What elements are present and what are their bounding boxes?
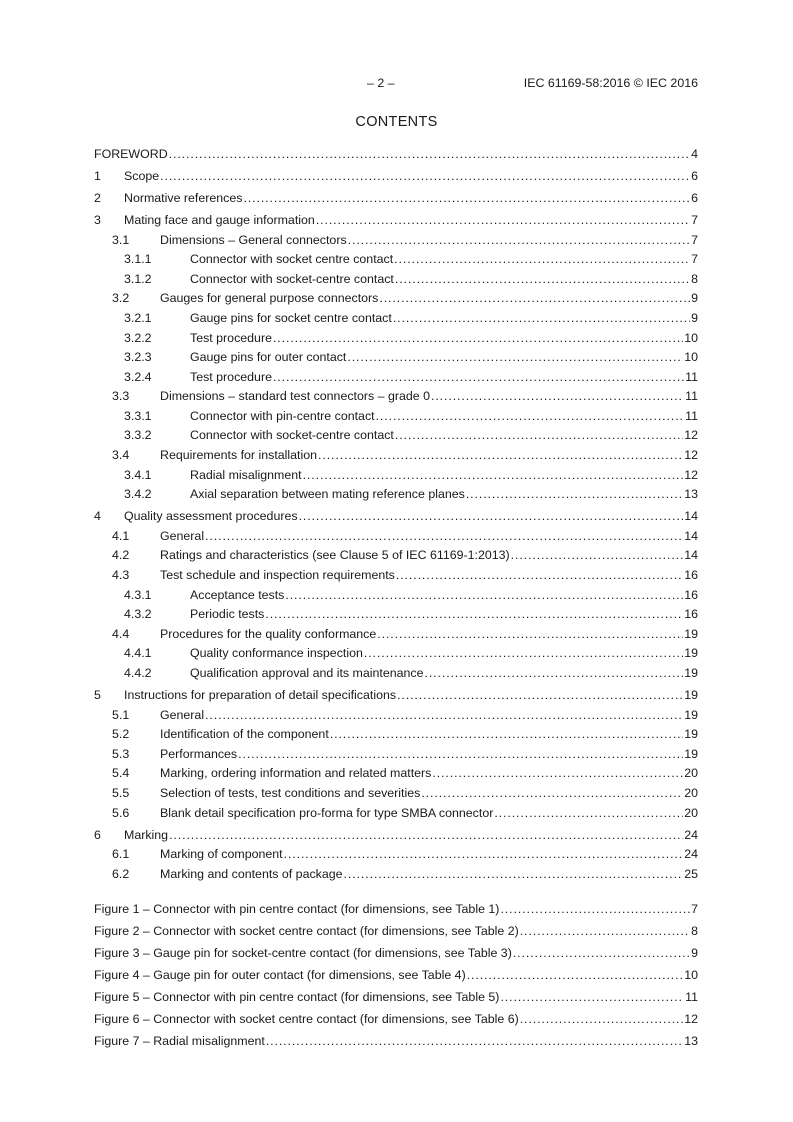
list-of-figures (94, 898, 698, 1052)
toc-entry-title: Mating face and gauge information (124, 212, 315, 227)
toc-entry-page: 7 (691, 252, 698, 267)
toc-entry-title: Test schedule and inspection requirements (160, 568, 395, 583)
toc-entry[interactable] (94, 686, 698, 706)
toc-entry-title: Scope (124, 168, 160, 183)
toc-entry-page: 12 (684, 467, 698, 482)
toc-entry-title: Selection of tests, test conditions and severities (160, 785, 421, 800)
toc-entry-page: 19 (684, 707, 698, 722)
toc-entry-number: 5.6 (112, 805, 130, 820)
dot-leader (285, 586, 683, 606)
toc-entry[interactable] (94, 845, 698, 865)
toc-entry[interactable] (94, 407, 698, 427)
toc-entry-page: 12 (684, 448, 698, 463)
toc-entry-number: 3.3.2 (124, 428, 152, 443)
dot-leader (421, 784, 683, 804)
toc-entry-number: 4.4.2 (124, 666, 152, 680)
dot-leader (500, 986, 684, 1008)
toc-entry-page: 7 (691, 232, 698, 247)
toc-entry-page: 13 (684, 487, 698, 502)
toc-entry-page: 12 (684, 428, 698, 443)
toc-entry-number: 4.4 (112, 626, 130, 641)
figure-entry[interactable] (94, 1008, 698, 1030)
toc-entry-number: 6 (94, 827, 101, 842)
dot-leader (266, 1030, 683, 1052)
dot-leader (303, 466, 684, 486)
toc-entry-number: 3.2 (112, 291, 130, 306)
toc-entry-number: 3.3.1 (124, 408, 152, 423)
toc-entry-number: 3.2.2 (124, 330, 152, 345)
toc-entry-title: General (160, 528, 205, 543)
toc-entry-number: 3.1 (112, 232, 130, 247)
toc-entry-page: 19 (684, 727, 698, 742)
figure-entry-page: 10 (684, 968, 698, 982)
toc-entry-page: 10 (684, 330, 698, 345)
toc-entry-page: 19 (684, 666, 698, 680)
toc-entry-title: Marking of component (160, 847, 283, 862)
toc-entry-number: 3.2.1 (124, 310, 152, 325)
figure-entry-page: 8 (691, 924, 698, 938)
toc-entry-page: 11 (685, 389, 698, 404)
toc-entry-number: 4.2 (112, 548, 130, 563)
dot-leader (520, 1008, 683, 1030)
dot-leader (466, 485, 683, 505)
toc-entry-number: 4 (94, 509, 101, 524)
toc-entry-title: Blank detail specification pro-forma for type SMBA connector (160, 805, 494, 820)
toc-entry-page: 19 (684, 646, 698, 661)
dot-leader (347, 348, 683, 368)
toc-entry[interactable] (94, 329, 698, 349)
figure-entry[interactable] (94, 898, 698, 920)
page-title: CONTENTS (355, 114, 438, 130)
toc-entry-number: 3.4.1 (124, 467, 152, 482)
dot-leader (169, 826, 683, 846)
toc-entry-page: 7 (691, 212, 698, 227)
toc-entry[interactable] (94, 605, 698, 625)
toc-entry-page: 19 (684, 687, 698, 702)
dot-leader (330, 725, 683, 745)
toc-entry-number: 3.3 (112, 389, 130, 404)
figure-entry[interactable] (94, 942, 698, 964)
toc-entry-title: Marking and contents of package (160, 866, 343, 881)
figure-entry[interactable] (94, 986, 698, 1008)
dot-leader (238, 745, 683, 765)
toc-entry[interactable] (94, 826, 698, 846)
dot-leader (348, 231, 690, 251)
figure-entry-page: 13 (684, 1034, 698, 1048)
toc-entry-page: 24 (684, 827, 698, 842)
toc-entry-number: 4.3.2 (124, 607, 152, 622)
dot-leader (273, 368, 684, 388)
dot-leader (205, 527, 683, 547)
toc-entry-number: 3.2.3 (124, 350, 152, 365)
dot-leader (395, 426, 683, 446)
toc-entry[interactable] (94, 270, 698, 290)
toc-entry-number: 1 (94, 168, 101, 183)
toc-entry[interactable] (94, 865, 698, 885)
toc-entry[interactable] (94, 764, 698, 784)
toc-entry-title: Dimensions – General connectors (160, 232, 347, 247)
toc-entry[interactable] (94, 784, 698, 804)
figure-entry-page: 12 (684, 1012, 698, 1026)
figure-entry-title: Figure 4 – Gauge pin for outer contact (for dimensions, see Table 4) (94, 968, 466, 982)
toc-entry-number: 6.1 (112, 847, 130, 862)
toc-entry-title: Marking (124, 827, 169, 842)
dot-leader (299, 507, 684, 527)
toc-entry[interactable] (94, 387, 698, 407)
figure-entry-page: 11 (685, 990, 698, 1004)
toc-entry-title: Radial misalignment (190, 467, 302, 482)
figure-entry[interactable] (94, 1030, 698, 1052)
figure-entry[interactable] (94, 920, 698, 942)
toc-entry-page: 14 (684, 509, 698, 524)
toc-entry[interactable] (94, 348, 698, 368)
dot-leader (273, 329, 683, 349)
toc-entry-page: 8 (691, 271, 698, 286)
toc-entry[interactable] (94, 527, 698, 547)
figure-entry-title: Figure 6 – Connector with socket centre contact (for dimensions, see Table 6) (94, 1012, 519, 1026)
dot-leader (425, 664, 684, 684)
dot-leader (396, 566, 683, 586)
toc-entry-page: 14 (684, 548, 698, 563)
toc-entry-title: Dimensions – standard test connectors – grade 0 (160, 389, 430, 404)
toc-entry-page: 20 (684, 785, 698, 800)
toc-entry-title: Gauge pins for socket centre contact (190, 310, 392, 325)
toc-entry-page: 14 (684, 528, 698, 543)
toc-entry-title: Identification of the component (160, 727, 329, 742)
dot-leader (376, 407, 685, 427)
toc-entry-number: 3.1.2 (124, 271, 152, 286)
dot-leader (494, 804, 683, 824)
toc-entry-number: 5 (94, 687, 101, 702)
toc-entry-title: Performances (160, 746, 238, 761)
dot-leader (344, 865, 684, 885)
toc-entry[interactable] (94, 231, 698, 251)
figure-entry[interactable] (94, 964, 698, 986)
toc-entry-title: Test procedure (190, 369, 272, 384)
toc-entry-title: Connector with socket-centre contact (190, 271, 394, 286)
dot-leader (393, 309, 690, 329)
toc-entry[interactable] (94, 644, 698, 664)
toc-entry[interactable] (94, 446, 698, 466)
dot-leader (379, 289, 690, 309)
toc-entry[interactable] (94, 485, 698, 505)
toc-entry-title: Quality assessment procedures (124, 509, 298, 524)
toc-entry-number: 3.4.2 (124, 487, 152, 502)
toc-entry-number: 3.1.1 (124, 252, 152, 267)
toc-entry[interactable] (94, 566, 698, 586)
toc-entry[interactable] (94, 804, 698, 824)
toc-entry-number: 3.2.4 (124, 369, 152, 384)
toc-entry-page: 6 (691, 190, 698, 205)
dot-leader (511, 546, 684, 566)
toc-entry-page: 9 (691, 291, 698, 306)
dot-leader (284, 845, 684, 865)
toc-entry-title: Acceptance tests (190, 587, 285, 602)
toc-entry-number: 4.1 (112, 528, 130, 543)
dot-leader (500, 898, 690, 920)
toc-entry[interactable] (94, 745, 698, 765)
dot-leader (467, 964, 684, 986)
dot-leader (377, 625, 683, 645)
figure-entry-title: Figure 3 – Gauge pin for socket-centre contact (for dimensions, see Table 3) (94, 946, 512, 960)
toc-entry-title: Marking, ordering information and related matters (160, 766, 432, 781)
toc-entry-title: Normative references (124, 190, 243, 205)
toc-entry-title: Procedures for the quality conformance (160, 626, 377, 641)
toc-entry[interactable] (94, 725, 698, 745)
toc-entry[interactable] (94, 289, 698, 309)
toc-entry[interactable] (94, 167, 698, 187)
dot-leader (243, 189, 690, 209)
toc-entry-title: Gauges for general purpose connectors (160, 291, 379, 306)
toc-entry[interactable] (94, 507, 698, 527)
toc-entry-page: 20 (684, 766, 698, 781)
dot-leader (394, 250, 690, 270)
dot-leader (160, 167, 690, 187)
toc-entry[interactable] (94, 309, 698, 329)
toc-entry-number: 3.4 (112, 448, 130, 463)
toc-entry[interactable] (94, 189, 698, 209)
dot-leader (316, 211, 690, 231)
toc-entry-number: 4.4.1 (124, 646, 152, 661)
toc-entry-page: 16 (684, 568, 698, 583)
toc-entry-title: Gauge pins for outer contact (190, 350, 347, 365)
toc-entry[interactable] (94, 368, 698, 388)
toc-entry-page: 11 (685, 408, 698, 423)
page-number: – 2 – (367, 76, 395, 90)
figure-entry-title: Figure 1 – Connector with pin centre contact (for dimensions, see Table 1) (94, 902, 500, 916)
toc-entry-page: 6 (691, 168, 698, 183)
toc-entry-title: FOREWORD (94, 147, 168, 161)
figure-entry-title: Figure 5 – Connector with pin centre contact (for dimensions, see Table 5) (94, 990, 500, 1004)
toc-entry-number: 6.2 (112, 866, 130, 881)
toc-entry-number: 4.3 (112, 568, 130, 583)
toc-entry-title: Test procedure (190, 330, 272, 345)
toc-entry-title: General (160, 707, 205, 722)
toc-entry-number: 5.3 (112, 746, 130, 761)
toc-entry[interactable] (94, 466, 698, 486)
toc-entry-page: 11 (685, 369, 698, 384)
dot-leader (318, 446, 683, 466)
toc-entry[interactable] (94, 664, 698, 684)
toc-entry-number: 2 (94, 190, 101, 205)
toc-entry[interactable] (94, 250, 698, 270)
dot-leader (432, 764, 683, 784)
dot-leader (265, 605, 683, 625)
toc-entry[interactable] (94, 625, 698, 645)
toc-entry[interactable] (94, 426, 698, 446)
toc-entry-title: Periodic tests (190, 607, 265, 622)
toc-entry[interactable] (94, 145, 698, 165)
toc-entry-title: Requirements for installation (160, 448, 318, 463)
toc-entry-page: 20 (684, 805, 698, 820)
toc-entry-number: 3 (94, 212, 101, 227)
toc-entry[interactable] (94, 546, 698, 566)
dot-leader (513, 942, 690, 964)
figure-entry-page: 7 (691, 902, 698, 916)
figure-entry-page: 9 (691, 946, 698, 960)
figure-entry-title: Figure 2 – Connector with socket centre contact (for dimensions, see Table 2) (94, 924, 519, 938)
toc-entry-number: 4.3.1 (124, 587, 152, 602)
toc-entry-title: Instructions for preparation of detail specifications (124, 687, 397, 702)
toc-entry-number: 5.4 (112, 766, 130, 781)
toc-entry[interactable] (94, 706, 698, 726)
toc-entry-page: 25 (684, 866, 698, 881)
dot-leader (169, 145, 690, 165)
toc-entry-title: Quality conformance inspection (190, 646, 363, 661)
toc-entry[interactable] (94, 586, 698, 606)
figure-entry-title: Figure 7 – Radial misalignment (94, 1034, 265, 1048)
toc-entry-page: 19 (684, 626, 698, 641)
dot-leader (397, 686, 683, 706)
dot-leader (431, 387, 684, 407)
toc-entry-page: 16 (684, 607, 698, 622)
toc-entry-page: 19 (684, 746, 698, 761)
toc-entry-page: 9 (691, 310, 698, 325)
toc-entry-number: 5.2 (112, 727, 130, 742)
toc-entry-title: Ratings and characteristics (see Clause 5 of IEC 61169-1:2013) (160, 548, 510, 563)
toc-entry[interactable] (94, 211, 698, 231)
toc-entry-number: 5.1 (112, 707, 130, 722)
toc-entry-page: 4 (691, 147, 698, 161)
document-reference: IEC 61169-58:2016 © IEC 2016 (523, 76, 698, 90)
dot-leader (520, 920, 690, 942)
table-of-contents (94, 145, 698, 884)
toc-entry-title: Connector with pin-centre contact (190, 408, 375, 423)
toc-entry-page: 24 (684, 847, 698, 862)
toc-entry-title: Connector with socket centre contact (190, 252, 394, 267)
dot-leader (364, 644, 683, 664)
dot-leader (205, 706, 683, 726)
dot-leader (395, 270, 690, 290)
toc-entry-number: 5.5 (112, 785, 130, 800)
toc-entry-title: Axial separation between mating reference planes (190, 487, 465, 502)
toc-entry-title: Connector with socket-centre contact (190, 428, 394, 443)
toc-entry-page: 10 (684, 350, 698, 365)
toc-entry-title: Qualification approval and its maintenance (190, 666, 424, 680)
toc-entry-page: 16 (684, 587, 698, 602)
